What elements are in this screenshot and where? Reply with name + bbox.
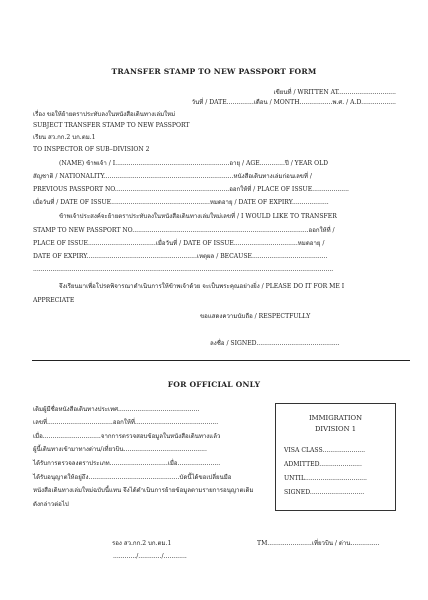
box-title-line-2: DIVISION 1: [314, 425, 357, 433]
tm-line: TM.......................เที่ยวบิน / ด่าน...............: [257, 540, 380, 547]
official-line-2: เลขที่..................................ออกให้ที่...........................................: [33, 419, 219, 426]
official-line-5: ได้รับการตรวจลงตราประเภท..............................เมื่อ......................: [33, 460, 221, 467]
visa-class-field: VISA CLASS......................: [284, 447, 366, 454]
official-line-4: ผู้นี้เดินทางเข้ามาทางด่าน/เที่ยวบิน...........................................: [33, 446, 207, 453]
to-thai: เรียน สว.กก.2 บก.ตม.1: [33, 134, 96, 141]
written-at-line: เขียนที่ / WRITTEN AT..............................: [273, 89, 396, 96]
to-english: TO INSPECTOR OF SUB–DIVISION 2: [33, 146, 150, 153]
admitted-field: ADMITTED......................: [284, 461, 362, 468]
date-blank: ............/............/............: [113, 553, 187, 560]
appreciate-line: APPRECIATE: [33, 297, 75, 304]
subject-thai: เรื่อง ขอให้ย้ายตราประทับลงในหนังสือเดินทางเล่มใหม่: [33, 111, 176, 118]
form-title: TRANSFER STAMP TO NEW PASSPORT FORM: [111, 67, 317, 76]
blank-line: ...........................................................................................................................................................: [33, 266, 334, 273]
official-line-8: ดังกล่าวต่อไป: [33, 501, 69, 508]
until-field: UNTIL................................: [284, 475, 367, 482]
official-line-3: เมื่อ..............................จากการตรวจสอบข้อมูลในหนังสือเดินทางแล้ว: [33, 433, 221, 440]
new-passport-line: STAMP TO NEW PASSPORT NO...........................................................................................ออกให้ที่ /: [33, 227, 335, 234]
official-line-6: ได้รับอนุญาตให้อยู่ถึง...............................................บัดนี้ได้ขอเปลี่ยนมือ: [33, 474, 232, 481]
expiry-because-line: DATE OF EXPIRY.........................................................เหตุผล / BECAUSE.......................................: [33, 253, 328, 260]
previous-passport-line: PREVIOUS PASSPORT NO...........................................................ออกให้ที่ / PLACE OF ISSUE...................: [33, 186, 349, 193]
immigration-stamp-box: [275, 403, 396, 511]
box-title-line-1: IMMIGRATION: [308, 414, 363, 422]
office-label: รอง สว.กก.2 บก.ตม.1: [112, 540, 172, 547]
place-issue-line: PLACE OF ISSUE...................................เมื่อวันที่ / DATE OF ISSUE.................................หมดอายุ /: [33, 240, 325, 247]
section-divider: [32, 360, 410, 361]
subject-english: SUBJECT TRANSFER STAMP TO NEW PASSPORT: [33, 122, 190, 129]
official-line-1: เดิมผู้มีชื่อหนังสือเดินทางประเทศ..........................................: [33, 406, 200, 413]
signed-field: SIGNED............................: [284, 489, 365, 496]
transfer-request-line: ข้าพเจ้าประสงค์จะย้ายตราประทับลงในหนังสือเดินทางเล่มใหม่เลขที่ / I WOULD LIKE TO TRANSFER: [59, 213, 337, 220]
official-line-7: หนังสือเดินทางเล่มใหม่ฉบับนี้แทน จึงได้ดำเนินการย้ายข้อมูลตามรายการอนุญาตเดิม: [33, 487, 254, 494]
official-title: FOR OFFICIAL ONLY: [167, 380, 261, 389]
respectfully-line: ขอแสดงความนับถือ / RESPECTFULLY: [200, 313, 311, 320]
please-line: จึงเรียนมาเพื่อโปรดพิจารณาดำเนินการให้ข้าพเจ้าด้วย จะเป็นพระคุณอย่างยิ่ง / PLEASE DO IT FOR ME I: [59, 283, 345, 290]
date-line: วันที่ / DATE..............เดือน / MONTH.................พ.ศ. / A.D..................: [191, 99, 396, 106]
name-age-line: (NAME) ข้าพเจ้า / I...........................................................อายุ / AGE.............ปี / YEAR OLD: [59, 160, 329, 167]
signed-line: ลงชื่อ / SIGNED...........................................: [210, 340, 340, 347]
nationality-line: สัญชาติ / NATIONALITY...................................................................หนังสือเดินทางเล่มก่อนเลขที่ /: [33, 173, 312, 180]
previous-issue-expiry-line: เมื่อวันที่ / DATE OF ISSUE...................................................หมดอายุ / DATE OF EXPIRY...................: [33, 199, 329, 206]
